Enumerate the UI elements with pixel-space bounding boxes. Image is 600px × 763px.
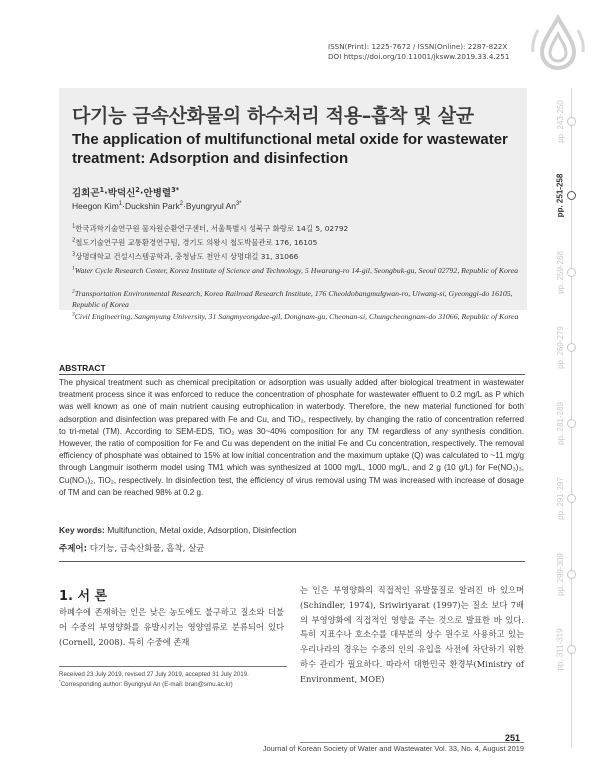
footnote-received: Received 23 July 2019, revised 27 July 2019, accepted 31 July 2019. xyxy=(59,671,249,678)
side-tab-5-label: pp. 281-289 xyxy=(555,401,565,445)
page-number: 251 xyxy=(505,733,521,743)
authors-english: Heegon Kim$^1$·Duckshin Park$^2$·Byungryul $An^{3*}$ xyxy=(72,201,242,211)
abstract-heading: ABSTRACT xyxy=(59,363,106,373)
aff-ko-2-num: 2 xyxy=(72,237,76,244)
journal-logo-icon xyxy=(528,12,588,72)
english-title: The application of multifunctional metal oxide for wastewater treatment: Adsorption and disinfection xyxy=(72,131,508,167)
aff-ko-3-text: 상명대학교 건설시스템공학과, 충청남도 천안시 상명대길 31, 31066 xyxy=(75,252,299,261)
header-info xyxy=(328,42,518,62)
section-heading: 1. 서 론 xyxy=(59,589,108,604)
footer-rule xyxy=(300,742,524,743)
affiliation-en-3 xyxy=(72,312,522,323)
author-en-3-mark: 3* xyxy=(236,201,242,208)
affiliation-ko-3 xyxy=(72,252,522,263)
keywords-text: Multifunction, Metal oxide, Adsorption, Disinfection xyxy=(107,525,297,535)
author-en-3: Byungryul An xyxy=(185,201,236,211)
aff-en-2-num: 2 xyxy=(72,288,75,295)
author-en-2-mark: 2 xyxy=(179,201,184,208)
aff-en-1-text: Water Cycle Research Center, Korea Institute of Science and Technology, 5 Hwarang-ro 14-gil, Seongbuk-gu, Seoul 02792, Republic of Korea xyxy=(74,266,519,275)
author-ko-3: 안병렬 xyxy=(143,188,172,199)
abstract-text: The physical treatment such as chemical precipitation or adsorption was usually added after biological treatment in wastewater treatment process since it was enforced to reduce the concentration of phosphate for wastewater effluent to 0.2 mg/L as P which was well known as one of main nutrient causing eutrophication in waterbody. Therefore, the new material functioned for both adsorption and disinfection was prepared with Fe and Cu, and TiO₂, respectively, by changing the ratio of concentration referred to tri-metal (TM). According to SEM-EDS, TiO₂ was 30~40% composition for any TM regardless of any synthesis condition. However, the ratio of composition for Fe and Cu was dependent on the initial Fe and Cu concentration, respectively. The removal efficiency of phosphate was obtained to 15% at low initial concentration and the maximum uptake (Q) was calculated to ~11 mg/g through Langmuir isotherm model using TM1 which was synthesized at 1000 mg/L, 1000 mg/L, and 2 g (10 g/L) for Fe(NO₃)₃, Cu(NO₃)₂, TiO₂, respectively. In disinfection test, the efficiency of virus removal using TM was increased with increase of dosage of TM and can be reached 98% at 0.2 g. xyxy=(59,378,524,497)
author-ko-3-mark: 3* xyxy=(171,185,180,194)
author-ko-1: 김희곤 xyxy=(72,188,100,199)
side-tab-5-dot xyxy=(567,419,576,428)
author-en-1: Heegon Kim xyxy=(72,201,119,211)
keywords-ko xyxy=(59,542,524,554)
author-en-1-mark: 1 xyxy=(118,201,123,208)
side-tab-3-dot xyxy=(567,268,576,277)
side-tab-8[interactable] xyxy=(548,612,596,686)
journal-footer: Journal of Korean Society of Water and Wastewater Vol. 33, No. 4, August 2019 xyxy=(262,744,524,753)
side-tab-3[interactable] xyxy=(548,238,596,306)
aff-en-3-text: Civil Engineering, Sangmyung University, 31 Sangmyeongdae-gil, Dongnam-gu, Cheonan-si, Chungcheongnam-do 31066, Republic of Korea xyxy=(74,312,519,321)
side-tab-5[interactable] xyxy=(548,388,596,458)
side-tab-1-dot xyxy=(567,117,576,126)
aff-en-3-num: 3 xyxy=(72,311,75,318)
footnote-corresponding: *Corresponding author: Byungryul An (E-mail: bran@smu.ac.kr) xyxy=(59,678,233,688)
korean-title: 다기능 금속산화물의 하수처리 적용–흡착 및 살균 xyxy=(72,105,474,127)
side-tab-4-label: pp. 269-279 xyxy=(555,325,565,369)
footnote-corresponding-text: Corresponding author: Byungryul An (E-mail: bran@smu.ac.kr) xyxy=(60,681,233,688)
author-en-2: Duckshin Park xyxy=(124,201,180,211)
author-ko-2-mark: 2 xyxy=(135,185,140,194)
keywords-rule xyxy=(59,561,525,562)
side-tab-3-label: pp. 259-268 xyxy=(555,250,565,294)
side-tab-1[interactable] xyxy=(548,90,596,152)
affiliation-en-2 xyxy=(72,289,522,310)
affiliation-en-1 xyxy=(72,266,522,277)
aff-en-1-num: 1 xyxy=(72,265,75,272)
body-column-2: 는 인은 부영양화의 직접적인 유발물질로 알려진 바 있으며(Schindler, 1974), Sriwiriyarat (1997)는 질소 보다 7배의 부영양화에 직접적인 영향을 주는 것으로 발표한 바 있다. 특히 지표수나 호소수를 대부분의 상수 원수로 사용하고 있는 우리나라의 경우는 수중의 인의 유입을 사전에 차단하기 위한 하수 관리가 필요하다. 따라서 대한민국 환경부(Ministry of Environment, MOE) xyxy=(300,585,524,684)
side-tab-6[interactable] xyxy=(548,462,596,534)
aff-ko-1-num: 1 xyxy=(72,223,76,230)
side-tab-6-dot xyxy=(567,494,576,503)
keywords-ko-text: 다기능, 금속산화물, 흡착, 살균 xyxy=(89,544,205,554)
aff-ko-1-text: 한국과학기술연구원 물자원순환연구센터, 서울특별시 성북구 화랑로 14길 5, 02792 xyxy=(75,224,349,233)
side-tab-8-label: pp. 311-319 xyxy=(555,627,565,671)
side-tab-8-dot xyxy=(567,645,576,654)
side-tab-4-dot xyxy=(567,343,576,352)
issn-line: ISSN(Print): 1225-7672 / ISSN(Online): 2287-822X xyxy=(328,42,508,51)
side-tab-7-label: pp. 299-309 xyxy=(555,552,565,596)
abstract-rule xyxy=(59,374,525,375)
author-ko-2: 박덕신 xyxy=(107,188,136,199)
keywords-ko-label: 주제어: xyxy=(59,544,88,554)
authors-korean: 김희곤$^1$·박덕신$^2$·안병렬$^{3*}$ xyxy=(72,185,180,199)
side-tab-2-label: pp. 251-258 xyxy=(555,173,565,217)
side-tab-6-label: pp. 291-297 xyxy=(555,476,565,520)
keywords-label: Key words: xyxy=(59,525,105,535)
side-tab-2-dot xyxy=(567,191,576,200)
aff-ko-2-text: 철도기술연구원 교통환경연구팀, 경기도 의왕시 철도박물관로 176, 16105 xyxy=(75,238,318,247)
footnote-rule xyxy=(59,666,287,667)
body-column-1: 하폐수에 존재하는 인은 낮은 농도에도 불구하고 질소와 더불어 수중의 부영양화를 유발시키는 영양염류로 분류되어 있다 (Cornell, 2008). 특히 수중에 존재 xyxy=(59,607,284,647)
side-tab-7[interactable] xyxy=(548,538,596,610)
keywords-en xyxy=(59,525,524,535)
side-tab-1-label: pp. 243-250 xyxy=(555,99,565,143)
aff-en-2-text: Transportation Environmental Research, Korea Railroad Research Institute, 176 Cheoldobangmulgwan-ro, Uiwang-si, Gyeonggi-do 16105, Republic of Korea xyxy=(72,289,513,309)
side-tab-7-dot xyxy=(567,570,576,579)
side-tab-4[interactable] xyxy=(548,312,596,382)
aff-ko-3-num: 3 xyxy=(72,251,76,258)
affiliation-ko-1 xyxy=(72,224,522,235)
affiliation-ko-2 xyxy=(72,238,522,249)
author-ko-1-mark: 1 xyxy=(99,185,105,194)
side-tab-2[interactable] xyxy=(548,160,596,230)
doi-line: DOI https://doi.org/10.11001/jksww.2019.33.4.251 xyxy=(328,52,510,61)
